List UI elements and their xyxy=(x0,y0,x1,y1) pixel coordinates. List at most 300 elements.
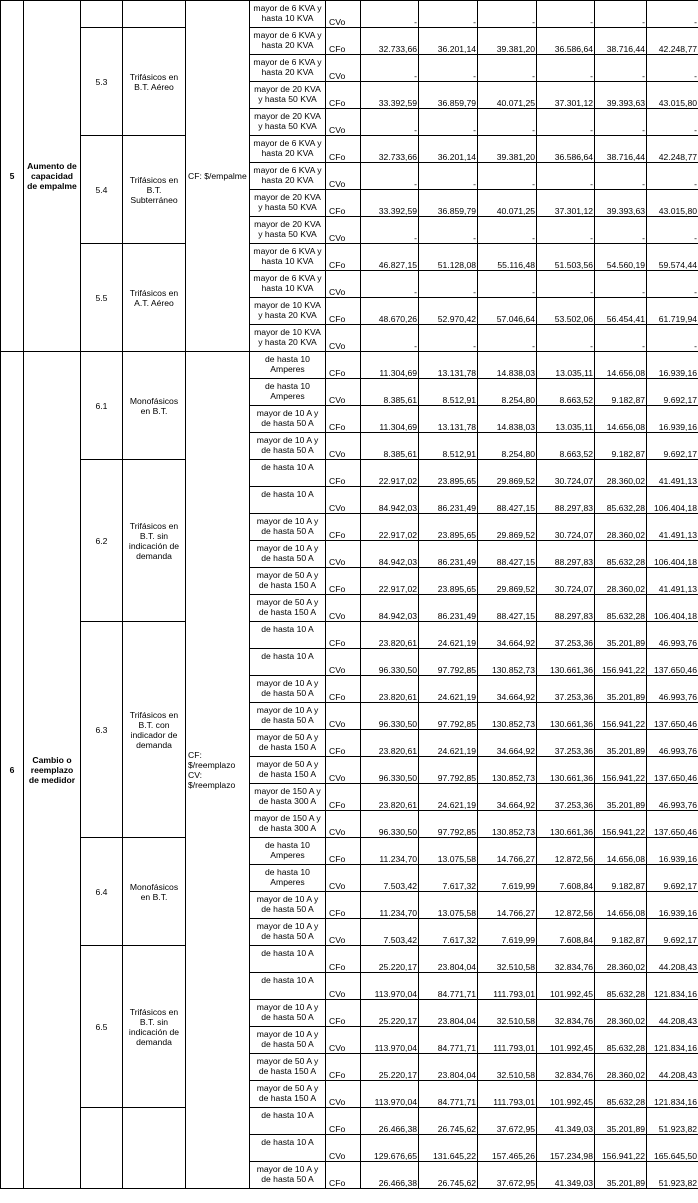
value-cell: 32.834,76 xyxy=(537,1000,595,1027)
value-cell: 14.656,08 xyxy=(595,352,647,379)
range-cell: mayor de 10 A y de hasta 50 A xyxy=(250,541,326,568)
range-cell: mayor de 50 A y de hasta 150 A xyxy=(250,757,326,784)
value-cell: - xyxy=(478,325,537,352)
value-cell: 23.820,61 xyxy=(361,730,419,757)
charge-type-cell: CVo xyxy=(326,217,361,244)
charge-type-cell: CFo xyxy=(326,514,361,541)
value-cell: 7.617,32 xyxy=(419,865,478,892)
range-cell: mayor de 150 A y de hasta 300 A xyxy=(250,784,326,811)
value-cell: 32.834,76 xyxy=(537,946,595,973)
charge-type-cell: CFo xyxy=(326,946,361,973)
value-cell: - xyxy=(361,271,419,298)
value-cell: 51.503,56 xyxy=(537,244,595,271)
range-cell: de hasta 10 A xyxy=(250,946,326,973)
value-cell: 30.724,07 xyxy=(537,460,595,487)
range-cell: de hasta 10 Amperes xyxy=(250,838,326,865)
value-cell: 48.670,26 xyxy=(361,298,419,325)
value-cell: 40.071,25 xyxy=(478,190,537,217)
value-cell: 16.939,16 xyxy=(647,352,698,379)
value-cell: 156.941,22 xyxy=(595,649,647,676)
value-cell: 24.621,19 xyxy=(419,676,478,703)
subsection-label: Monofásicos en B.T. xyxy=(123,352,186,460)
value-cell: 30.724,07 xyxy=(537,514,595,541)
value-cell: 14.838,03 xyxy=(478,406,537,433)
range-cell: mayor de 6 KVA y hasta 20 KVA xyxy=(250,55,326,82)
value-cell: 9.692,17 xyxy=(647,379,698,406)
value-cell: 37.672,95 xyxy=(478,1108,537,1135)
charge-unit: CF: $/empalme xyxy=(186,1,250,352)
value-cell: 36.859,79 xyxy=(419,190,478,217)
value-cell: 130.661,36 xyxy=(537,649,595,676)
value-cell: - xyxy=(478,163,537,190)
range-cell: de hasta 10 A xyxy=(250,460,326,487)
value-cell: 52.970,42 xyxy=(419,298,478,325)
value-cell: 106.404,18 xyxy=(647,541,698,568)
charge-type-cell: CVo xyxy=(326,1,361,28)
value-cell: - xyxy=(647,55,698,82)
value-cell: - xyxy=(478,1,537,28)
value-cell: 9.692,17 xyxy=(647,865,698,892)
subsection-label: Monofásicos en B.T. xyxy=(123,838,186,946)
value-cell: 97.792,85 xyxy=(419,811,478,838)
charge-type-cell: CVo xyxy=(326,55,361,82)
range-cell: mayor de 6 KVA y hasta 20 KVA xyxy=(250,163,326,190)
value-cell: 61.719,94 xyxy=(647,298,698,325)
charge-type-cell: CFo xyxy=(326,784,361,811)
value-cell: 42.248,77 xyxy=(647,136,698,163)
value-cell: 46.993,76 xyxy=(647,784,698,811)
value-cell: 35.201,89 xyxy=(595,622,647,649)
range-cell: mayor de 50 A y de hasta 150 A xyxy=(250,1081,326,1108)
value-cell: 25.220,17 xyxy=(361,1054,419,1081)
value-cell: 106.404,18 xyxy=(647,595,698,622)
value-cell: 14.656,08 xyxy=(595,892,647,919)
charge-type-cell: CVo xyxy=(326,595,361,622)
value-cell: - xyxy=(537,163,595,190)
value-cell: - xyxy=(537,325,595,352)
value-cell: 11.304,69 xyxy=(361,406,419,433)
charge-type-cell: CVo xyxy=(326,1027,361,1054)
range-cell: mayor de 10 KVA y hasta 20 KVA xyxy=(250,325,326,352)
value-cell: 23.804,04 xyxy=(419,1054,478,1081)
value-cell: 130.852,73 xyxy=(478,811,537,838)
value-cell: 156.941,22 xyxy=(595,811,647,838)
value-cell: 8.385,61 xyxy=(361,433,419,460)
value-cell: 54.560,19 xyxy=(595,244,647,271)
subsection-code xyxy=(81,1,123,28)
value-cell: 130.852,73 xyxy=(478,757,537,784)
value-cell: 37.253,36 xyxy=(537,676,595,703)
value-cell: 8.254,80 xyxy=(478,433,537,460)
charge-type-cell: CFo xyxy=(326,1000,361,1027)
value-cell: 88.297,83 xyxy=(537,595,595,622)
subsection-code: 6.1 xyxy=(81,352,123,460)
range-cell: de hasta 10 Amperes xyxy=(250,865,326,892)
charge-type-cell: CFo xyxy=(326,1108,361,1135)
value-cell: 129.676,65 xyxy=(361,1135,419,1162)
range-cell: mayor de 10 A y de hasta 50 A xyxy=(250,1027,326,1054)
value-cell: 86.231,49 xyxy=(419,595,478,622)
value-cell: 42.248,77 xyxy=(647,28,698,55)
value-cell: 28.360,02 xyxy=(595,568,647,595)
charge-type-cell: CFo xyxy=(326,730,361,757)
value-cell: 46.993,76 xyxy=(647,622,698,649)
value-cell: 12.872,56 xyxy=(537,838,595,865)
value-cell: 7.619,99 xyxy=(478,919,537,946)
value-cell: 111.793,01 xyxy=(478,1027,537,1054)
value-cell: - xyxy=(361,55,419,82)
charge-type-cell: CVo xyxy=(326,325,361,352)
value-cell: 39.381,20 xyxy=(478,28,537,55)
range-cell: de hasta 10 A xyxy=(250,622,326,649)
range-cell: mayor de 50 A y de hasta 150 A xyxy=(250,568,326,595)
value-cell: 38.716,44 xyxy=(595,136,647,163)
value-cell: - xyxy=(595,55,647,82)
range-cell: mayor de 20 KVA y hasta 50 KVA xyxy=(250,109,326,136)
value-cell: 85.632,28 xyxy=(595,487,647,514)
value-cell: 41.491,13 xyxy=(647,568,698,595)
value-cell: 14.656,08 xyxy=(595,406,647,433)
value-cell: - xyxy=(647,325,698,352)
value-cell: - xyxy=(478,217,537,244)
value-cell: 113.970,04 xyxy=(361,973,419,1000)
value-cell: 36.859,79 xyxy=(419,82,478,109)
value-cell: 88.427,15 xyxy=(478,541,537,568)
value-cell: 28.360,02 xyxy=(595,1054,647,1081)
value-cell: 46.993,76 xyxy=(647,730,698,757)
value-cell: 85.632,28 xyxy=(595,1027,647,1054)
table-row xyxy=(1,136,698,163)
range-cell: de hasta 10 A xyxy=(250,487,326,514)
subsection-label: Trifásicos en B.T. sin indicación de demanda xyxy=(123,946,186,1108)
range-cell: mayor de 10 A y de hasta 50 A xyxy=(250,703,326,730)
range-cell: mayor de 6 KVA y hasta 10 KVA xyxy=(250,244,326,271)
value-cell: 97.792,85 xyxy=(419,649,478,676)
range-cell: de hasta 10 A xyxy=(250,973,326,1000)
value-cell: 86.231,49 xyxy=(419,541,478,568)
value-cell: 130.852,73 xyxy=(478,703,537,730)
charge-type-cell: CFo xyxy=(326,838,361,865)
charge-type-cell: CVo xyxy=(326,973,361,1000)
value-cell: 97.792,85 xyxy=(419,757,478,784)
value-cell: 57.046,64 xyxy=(478,298,537,325)
value-cell: 121.834,16 xyxy=(647,1081,698,1108)
value-cell: 34.664,92 xyxy=(478,676,537,703)
value-cell: 8.512,91 xyxy=(419,379,478,406)
range-cell: mayor de 50 A y de hasta 150 A xyxy=(250,1054,326,1081)
range-cell: mayor de 10 A y de hasta 50 A xyxy=(250,514,326,541)
value-cell: 40.071,25 xyxy=(478,82,537,109)
value-cell: 14.766,27 xyxy=(478,892,537,919)
value-cell: 28.360,02 xyxy=(595,514,647,541)
value-cell: 32.733,66 xyxy=(361,136,419,163)
charge-type-cell: CVo xyxy=(326,109,361,136)
value-cell: 13.035,11 xyxy=(537,352,595,379)
value-cell: 36.201,14 xyxy=(419,136,478,163)
value-cell: 14.766,27 xyxy=(478,838,537,865)
charge-type-cell: CFo xyxy=(326,1162,361,1189)
value-cell: - xyxy=(419,271,478,298)
value-cell: - xyxy=(595,271,647,298)
range-cell: mayor de 10 A y de hasta 50 A xyxy=(250,433,326,460)
value-cell: - xyxy=(647,163,698,190)
value-cell: 44.208,43 xyxy=(647,1000,698,1027)
range-cell: mayor de 6 KVA y hasta 10 KVA xyxy=(250,271,326,298)
charge-type-cell: CFo xyxy=(326,244,361,271)
range-cell: de hasta 10 A xyxy=(250,649,326,676)
value-cell: 36.586,64 xyxy=(537,28,595,55)
value-cell: 137.650,46 xyxy=(647,703,698,730)
value-cell: 51.923,82 xyxy=(647,1162,698,1189)
value-cell: 130.661,36 xyxy=(537,703,595,730)
subsection-label xyxy=(123,1,186,28)
value-cell: 59.574,44 xyxy=(647,244,698,271)
charge-type-cell: CVo xyxy=(326,433,361,460)
value-cell: 37.672,95 xyxy=(478,1162,537,1189)
value-cell: 84.942,03 xyxy=(361,487,419,514)
value-cell: 7.503,42 xyxy=(361,865,419,892)
value-cell: 28.360,02 xyxy=(595,460,647,487)
range-cell: de hasta 10 A xyxy=(250,1108,326,1135)
value-cell: - xyxy=(595,325,647,352)
value-cell: 85.632,28 xyxy=(595,973,647,1000)
value-cell: - xyxy=(647,217,698,244)
value-cell: 113.970,04 xyxy=(361,1027,419,1054)
value-cell: 8.385,61 xyxy=(361,379,419,406)
value-cell: - xyxy=(361,109,419,136)
value-cell: - xyxy=(478,271,537,298)
charge-type-cell: CVo xyxy=(326,703,361,730)
value-cell: - xyxy=(537,1,595,28)
table-row xyxy=(1,244,698,271)
value-cell: 88.427,15 xyxy=(478,595,537,622)
value-cell: 156.941,22 xyxy=(595,1135,647,1162)
charge-type-cell: CFo xyxy=(326,190,361,217)
subsection-label: Trifásicos en B.T. Aéreo xyxy=(123,28,186,136)
value-cell: 39.393,63 xyxy=(595,82,647,109)
value-cell: 46.993,76 xyxy=(647,676,698,703)
subsection-code: 6.4 xyxy=(81,838,123,946)
value-cell: 26.466,38 xyxy=(361,1162,419,1189)
value-cell: 13.075,58 xyxy=(419,892,478,919)
value-cell: - xyxy=(419,1,478,28)
value-cell: 101.992,45 xyxy=(537,1081,595,1108)
value-cell: 32.510,58 xyxy=(478,1000,537,1027)
value-cell: 23.804,04 xyxy=(419,1000,478,1027)
value-cell: - xyxy=(647,1,698,28)
charge-type-cell: CVo xyxy=(326,163,361,190)
charge-type-cell: CFo xyxy=(326,892,361,919)
value-cell: 97.792,85 xyxy=(419,703,478,730)
value-cell: 165.645,50 xyxy=(647,1135,698,1162)
value-cell: 41.349,03 xyxy=(537,1108,595,1135)
charge-type-cell: CVo xyxy=(326,919,361,946)
value-cell: 23.820,61 xyxy=(361,784,419,811)
range-cell: mayor de 10 A y de hasta 50 A xyxy=(250,892,326,919)
value-cell: - xyxy=(361,1,419,28)
value-cell: 37.301,12 xyxy=(537,82,595,109)
value-cell: 111.793,01 xyxy=(478,973,537,1000)
value-cell: 43.015,80 xyxy=(647,190,698,217)
value-cell: 56.454,41 xyxy=(595,298,647,325)
value-cell: 157.465,26 xyxy=(478,1135,537,1162)
value-cell: 26.745,62 xyxy=(419,1162,478,1189)
value-cell: 13.035,11 xyxy=(537,406,595,433)
value-cell: 8.254,80 xyxy=(478,379,537,406)
value-cell: 39.381,20 xyxy=(478,136,537,163)
range-cell: mayor de 10 KVA y hasta 20 KVA xyxy=(250,298,326,325)
value-cell: 88.427,15 xyxy=(478,487,537,514)
section-description: Cambio o reemplazo de medidor xyxy=(24,352,81,1189)
value-cell: 24.621,19 xyxy=(419,730,478,757)
charge-type-cell: CFo xyxy=(326,676,361,703)
value-cell: 9.182,87 xyxy=(595,865,647,892)
value-cell: 137.650,46 xyxy=(647,649,698,676)
value-cell: 84.942,03 xyxy=(361,541,419,568)
subsection-label: Trifásicos en B.T. sin indicación de demanda xyxy=(123,460,186,622)
value-cell: 7.608,84 xyxy=(537,865,595,892)
value-cell: 14.838,03 xyxy=(478,352,537,379)
range-cell: de hasta 10 Amperes xyxy=(250,379,326,406)
range-cell: mayor de 50 A y de hasta 150 A xyxy=(250,595,326,622)
value-cell: 85.632,28 xyxy=(595,595,647,622)
value-cell: 51.128,08 xyxy=(419,244,478,271)
value-cell: 23.820,61 xyxy=(361,676,419,703)
value-cell: - xyxy=(361,163,419,190)
value-cell: 113.970,04 xyxy=(361,1081,419,1108)
value-cell: 38.716,44 xyxy=(595,28,647,55)
value-cell: 84.771,71 xyxy=(419,1081,478,1108)
charge-type-cell: CFo xyxy=(326,352,361,379)
value-cell: 16.939,16 xyxy=(647,838,698,865)
value-cell: 137.650,46 xyxy=(647,757,698,784)
value-cell: 23.895,65 xyxy=(419,514,478,541)
value-cell: - xyxy=(419,217,478,244)
value-cell: 25.220,17 xyxy=(361,1000,419,1027)
value-cell: 41.349,03 xyxy=(537,1162,595,1189)
value-cell: 96.330,50 xyxy=(361,811,419,838)
value-cell: - xyxy=(478,55,537,82)
value-cell: 9.182,87 xyxy=(595,379,647,406)
value-cell: - xyxy=(419,55,478,82)
value-cell: 37.253,36 xyxy=(537,730,595,757)
range-cell: mayor de 6 KVA y hasta 20 KVA xyxy=(250,28,326,55)
table-row xyxy=(1,622,698,649)
range-cell: mayor de 20 KVA y hasta 50 KVA xyxy=(250,82,326,109)
value-cell: 9.182,87 xyxy=(595,919,647,946)
value-cell: 8.663,52 xyxy=(537,433,595,460)
value-cell: 36.586,64 xyxy=(537,136,595,163)
value-cell: 131.645,22 xyxy=(419,1135,478,1162)
value-cell: 7.617,32 xyxy=(419,919,478,946)
value-cell: 24.621,19 xyxy=(419,784,478,811)
value-cell: 11.304,69 xyxy=(361,352,419,379)
value-cell: 26.466,38 xyxy=(361,1108,419,1135)
subsection-code xyxy=(81,1108,123,1189)
value-cell: 12.872,56 xyxy=(537,892,595,919)
range-cell: mayor de 20 KVA y hasta 50 KVA xyxy=(250,190,326,217)
value-cell: 44.208,43 xyxy=(647,1054,698,1081)
charge-type-cell: CVo xyxy=(326,1135,361,1162)
value-cell: 44.208,43 xyxy=(647,946,698,973)
section-description: Aumento de capacidad de empalme xyxy=(24,1,81,352)
subsection-code: 5.5 xyxy=(81,244,123,352)
value-cell: 37.253,36 xyxy=(537,622,595,649)
charge-type-cell: CFo xyxy=(326,136,361,163)
charge-unit: CF: $/reemplazo CV: $/reemplazo xyxy=(186,352,250,1189)
table-row xyxy=(1,1108,698,1135)
value-cell: 9.692,17 xyxy=(647,433,698,460)
value-cell: 11.234,70 xyxy=(361,838,419,865)
charge-type-cell: CVo xyxy=(326,379,361,406)
value-cell: 30.724,07 xyxy=(537,568,595,595)
value-cell: 85.632,28 xyxy=(595,1081,647,1108)
value-cell: 43.015,80 xyxy=(647,82,698,109)
value-cell: 37.253,36 xyxy=(537,784,595,811)
value-cell: - xyxy=(537,55,595,82)
value-cell: 22.917,02 xyxy=(361,460,419,487)
value-cell: - xyxy=(537,271,595,298)
value-cell: 35.201,89 xyxy=(595,1162,647,1189)
value-cell: 106.404,18 xyxy=(647,487,698,514)
value-cell: 13.075,58 xyxy=(419,838,478,865)
charge-type-cell: CVo xyxy=(326,757,361,784)
range-cell: mayor de 10 A y de hasta 50 A xyxy=(250,919,326,946)
table-row xyxy=(1,28,698,55)
value-cell: 13.131,78 xyxy=(419,352,478,379)
value-cell: 32.510,58 xyxy=(478,1054,537,1081)
value-cell: 84.942,03 xyxy=(361,595,419,622)
value-cell: 156.941,22 xyxy=(595,757,647,784)
value-cell: 157.234,98 xyxy=(537,1135,595,1162)
charge-type-cell: CVo xyxy=(326,487,361,514)
value-cell: 23.895,65 xyxy=(419,568,478,595)
value-cell: 32.834,76 xyxy=(537,1054,595,1081)
subsection-label: Trifásicos en B.T. con indicador de demanda xyxy=(123,622,186,838)
charge-type-cell: CFo xyxy=(326,568,361,595)
value-cell: 34.664,92 xyxy=(478,622,537,649)
value-cell: 96.330,50 xyxy=(361,649,419,676)
value-cell: - xyxy=(419,109,478,136)
charge-type-cell: CVo xyxy=(326,811,361,838)
subsection-code: 6.5 xyxy=(81,946,123,1108)
value-cell: 9.182,87 xyxy=(595,433,647,460)
value-cell: 28.360,02 xyxy=(595,1000,647,1027)
value-cell: 13.131,78 xyxy=(419,406,478,433)
value-cell: 11.234,70 xyxy=(361,892,419,919)
charge-type-cell: CVo xyxy=(326,1081,361,1108)
value-cell: 35.201,89 xyxy=(595,676,647,703)
value-cell: 101.992,45 xyxy=(537,1027,595,1054)
value-cell: - xyxy=(537,109,595,136)
value-cell: 33.392,59 xyxy=(361,82,419,109)
value-cell: 22.917,02 xyxy=(361,568,419,595)
value-cell: 39.393,63 xyxy=(595,190,647,217)
charge-type-cell: CFo xyxy=(326,82,361,109)
charge-type-cell: CFo xyxy=(326,28,361,55)
charge-type-cell: CFo xyxy=(326,622,361,649)
subsection-code: 6.2 xyxy=(81,460,123,622)
value-cell: 36.201,14 xyxy=(419,28,478,55)
value-cell: - xyxy=(478,109,537,136)
value-cell: - xyxy=(647,271,698,298)
value-cell: 85.632,28 xyxy=(595,541,647,568)
charge-type-cell: CFo xyxy=(326,406,361,433)
subsection-code: 5.4 xyxy=(81,136,123,244)
value-cell: 88.297,83 xyxy=(537,487,595,514)
value-cell: - xyxy=(361,217,419,244)
charge-type-cell: CVo xyxy=(326,649,361,676)
